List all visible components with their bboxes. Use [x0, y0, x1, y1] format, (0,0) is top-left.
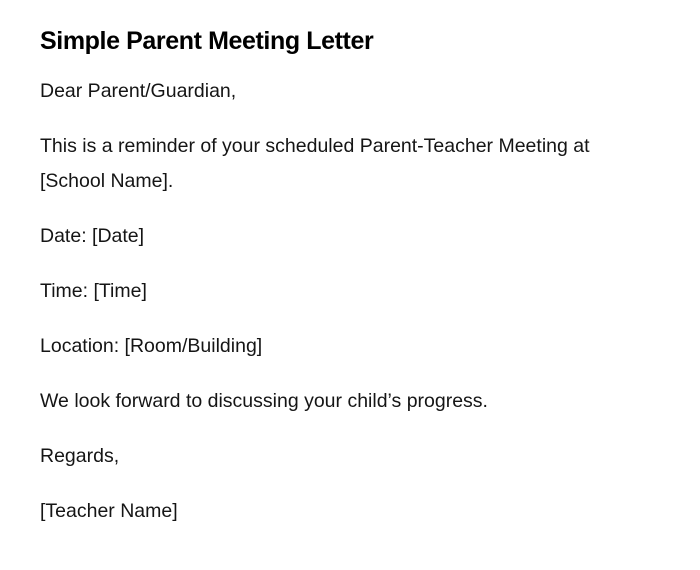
sign-off: Regards, [40, 445, 120, 467]
date-line: Date: [Date] [40, 225, 145, 247]
time-line: Time: [Time] [40, 280, 147, 302]
letter-document [40, 24, 640, 549]
signature-line: [Teacher Name] [40, 500, 178, 522]
letter-title: Simple Parent Meeting Letter [40, 27, 374, 55]
reminder-paragraph: This is a reminder of your scheduled Parent-Teacher Meeting at [School Name]. [40, 135, 590, 192]
closing-statement: We look forward to discussing your child’s progress. [40, 390, 488, 412]
greeting-line: Dear Parent/Guardian, [40, 80, 237, 102]
location-line: Location: [Room/Building] [40, 335, 263, 357]
